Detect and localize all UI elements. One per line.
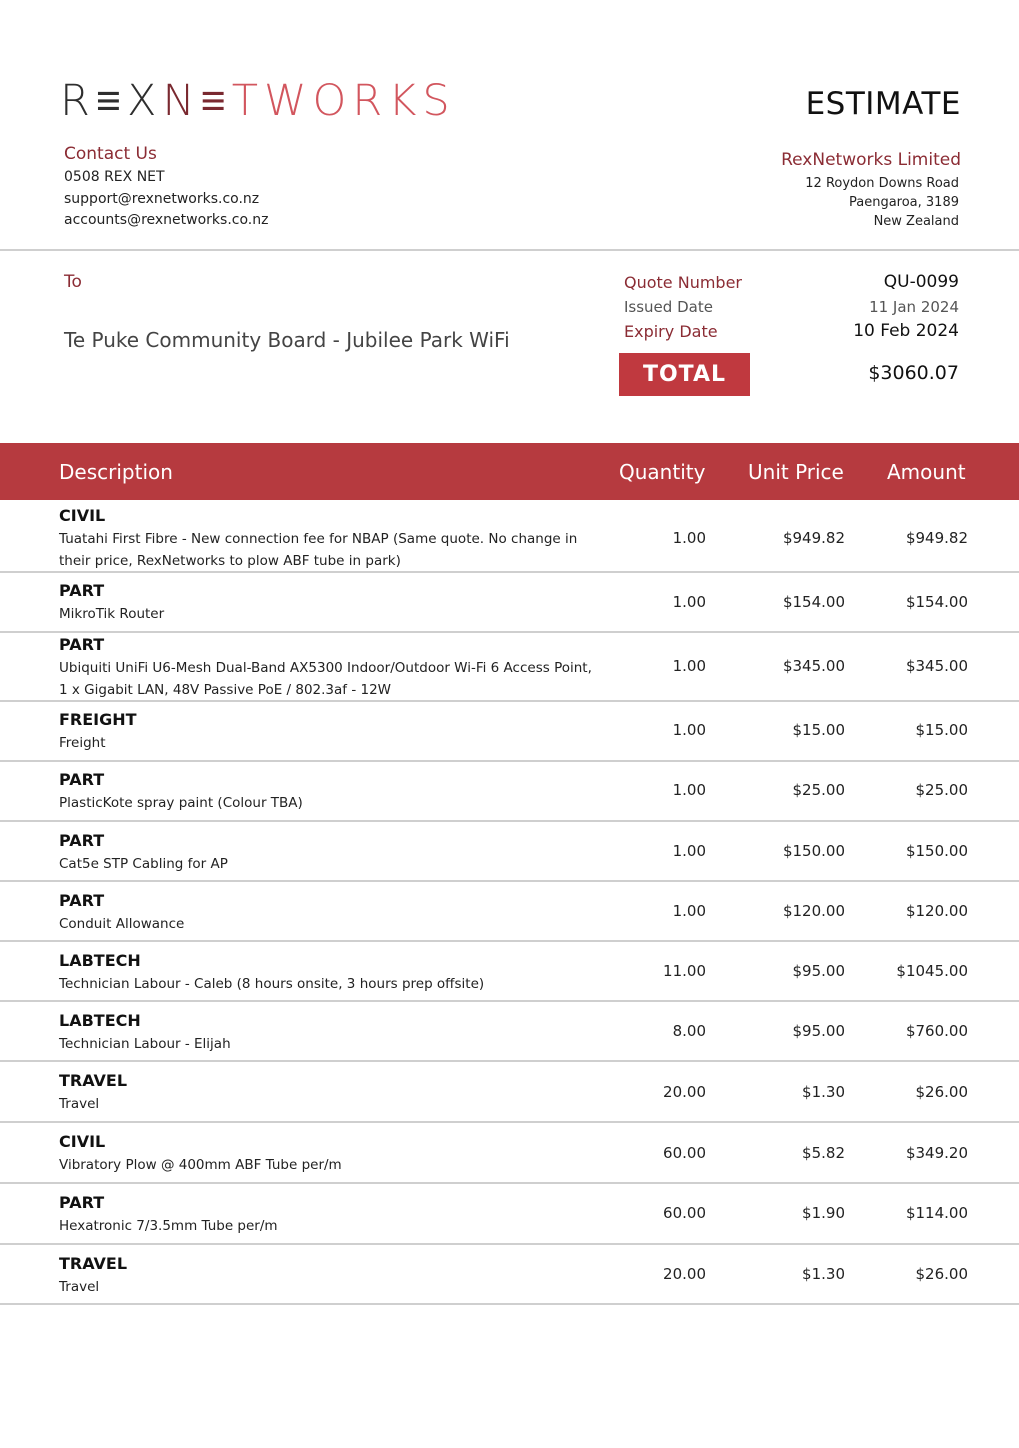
item-unit-price: $5.82 [802,1144,845,1162]
item-quantity: 1.00 [672,593,706,611]
item-quantity: 1.00 [672,842,706,860]
company-name: RexNetworks Limited [781,150,961,170]
item-unit-price: $120.00 [782,902,845,920]
item-category: PART [59,581,105,600]
table-row [0,702,1019,762]
item-category: PART [59,891,105,910]
item-amount: $114.00 [905,1204,968,1222]
table-row [0,500,1019,573]
item-description: Technician Labour - Elijah [59,1036,231,1052]
item-category: FREIGHT [59,710,137,729]
table-row [0,633,1019,702]
table-row [0,1062,1019,1123]
table-row [0,1002,1019,1062]
table-row [0,762,1019,822]
item-amount: $26.00 [915,1083,968,1101]
item-description: Tuatahi First Fibre - New connection fee for NBAP (Same quote. No change in their price, RexNetworks to plow ABF tube in park) [59,531,578,569]
item-category: TRAVEL [59,1071,128,1090]
item-unit-price: $154.00 [782,593,845,611]
item-description: Technician Labour - Caleb (8 hours onsite, 3 hours prep offsite) [59,976,485,992]
item-unit-price: $95.00 [792,1022,845,1040]
item-quantity: 20.00 [663,1083,706,1101]
table-row [0,822,1019,882]
document-type-title: ESTIMATE [805,86,961,122]
item-quantity: 8.00 [672,1022,706,1040]
item-quantity: 1.00 [672,529,706,547]
item-category: PART [59,770,105,789]
item-amount: $760.00 [905,1022,968,1040]
item-quantity: 1.00 [672,721,706,739]
logo-part-1: R≡X [60,76,163,126]
recipient-name: Te Puke Community Board - Jubilee Park WiFi [64,328,510,352]
quote-number: QU-0099 [883,272,959,292]
table-row [0,1184,1019,1245]
expiry-date: 10 Feb 2024 [853,321,959,341]
quote-number-label: Quote Number [624,273,742,292]
issued-date: 11 Jan 2024 [869,298,959,316]
item-category: CIVIL [59,506,106,525]
item-quantity: 60.00 [663,1144,706,1162]
item-quantity: 1.00 [672,657,706,675]
item-unit-price: $150.00 [782,842,845,860]
item-unit-price: $15.00 [792,721,845,739]
line-items-table-header [0,443,1019,500]
header-divider [0,249,1019,251]
table-row [0,1245,1019,1305]
item-quantity: 1.00 [672,902,706,920]
item-description: Conduit Allowance [59,916,185,932]
item-category: CIVIL [59,1132,106,1151]
item-description: Travel [59,1279,100,1295]
item-amount: $345.00 [905,657,968,675]
item-description: Cat5e STP Cabling for AP [59,856,228,872]
item-unit-price: $949.82 [782,529,845,547]
logo-part-2: N≡ [162,76,232,126]
expiry-date-label: Expiry Date [624,322,718,341]
item-category: TRAVEL [59,1254,128,1273]
company-address-line-3: New Zealand [873,214,959,229]
item-unit-price: $95.00 [792,962,845,980]
item-quantity: 11.00 [663,962,706,980]
item-quantity: 60.00 [663,1204,706,1222]
item-amount: $26.00 [915,1265,968,1283]
item-unit-price: $1.30 [802,1083,845,1101]
item-amount: $15.00 [915,721,968,739]
item-category: PART [59,831,105,850]
item-unit-price: $345.00 [782,657,845,675]
item-unit-price: $1.30 [802,1265,845,1283]
item-category: PART [59,1193,105,1212]
item-quantity: 20.00 [663,1265,706,1283]
table-row [0,882,1019,942]
column-header-unit-price: Unit Price [748,460,844,484]
item-description: MikroTik Router [59,606,165,622]
logo-part-3: TWORKS [231,76,456,126]
table-row [0,573,1019,633]
item-description: Freight [59,735,106,751]
item-amount: $949.82 [905,529,968,547]
item-amount: $154.00 [905,593,968,611]
item-amount: $349.20 [905,1144,968,1162]
item-description: Travel [59,1096,100,1112]
total-label-badge: TOTAL [619,353,750,396]
column-header-amount: Amount [887,460,966,484]
contact-support-email[interactable]: support@rexnetworks.co.nz [64,191,260,207]
contact-heading: Contact Us [64,144,157,164]
item-amount: $25.00 [915,781,968,799]
total-amount: $3060.07 [868,362,959,384]
contact-accounts-email[interactable]: accounts@rexnetworks.co.nz [64,212,269,228]
item-category: LABTECH [59,951,141,970]
issued-date-label: Issued Date [624,298,713,316]
contact-phone: 0508 REX NET [64,169,165,185]
column-header-description: Description [59,460,173,484]
item-unit-price: $25.00 [792,781,845,799]
company-address-line-2: Paengaroa, 3189 [848,195,959,210]
item-amount: $150.00 [905,842,968,860]
column-header-quantity: Quantity [619,460,706,484]
company-logo [60,76,456,126]
item-description: Ubiquiti UniFi U6-Mesh Dual-Band AX5300 Indoor/Outdoor Wi-Fi 6 Access Point, 1 x Gigabit LAN, 48V Passive PoE / 802.3af - 12W [59,660,592,698]
item-unit-price: $1.90 [802,1204,845,1222]
item-quantity: 1.00 [672,781,706,799]
item-description: Vibratory Plow @ 400mm ABF Tube per/m [59,1157,342,1173]
company-address-line-1: 12 Roydon Downs Road [805,176,959,191]
table-row [0,1123,1019,1184]
item-description: PlasticKote spray paint (Colour TBA) [59,795,303,811]
item-amount: $120.00 [905,902,968,920]
recipient-label: To [64,272,82,292]
item-description: Hexatronic 7/3.5mm Tube per/m [59,1218,278,1234]
item-amount: $1045.00 [896,962,968,980]
item-category: LABTECH [59,1011,141,1030]
item-category: PART [59,635,105,654]
table-row [0,942,1019,1002]
